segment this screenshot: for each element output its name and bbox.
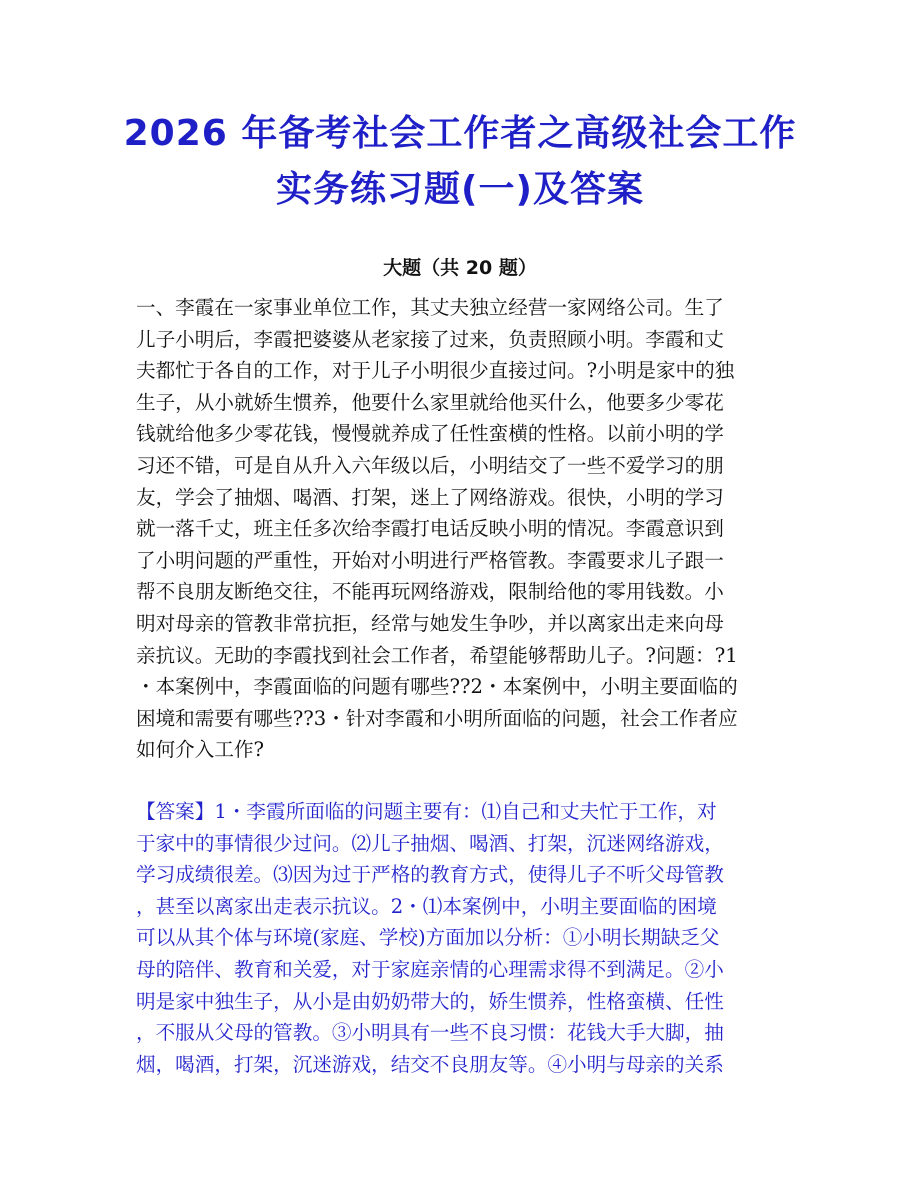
question-paragraph bbox=[136, 292, 796, 766]
section-heading: 大题（共 20 题） bbox=[383, 257, 537, 279]
question-line: 就一落千丈，班主任多次给李霞打电话反映小明的情况。李霞意识到 bbox=[136, 517, 724, 541]
answer-line: 明是家中独生子，从小是由奶奶带大的，娇生惯养，性格蛮横、任性 bbox=[136, 989, 724, 1013]
question-line: 儿子小明后，李霞把婆婆从老家接了过来，负责照顾小明。李霞和丈 bbox=[136, 327, 724, 351]
answer-line: 【答案】1・李霞所面临的问题主要有：⑴自己和丈夫忙于工作，对 bbox=[136, 800, 717, 823]
question-line: 夫都忙于各自的工作，对于儿子小明很少直接过问。?小明是家中的独 bbox=[136, 359, 735, 383]
question-line: 帮不良朋友断绝交往，不能再玩网络游戏，限制给他的零用钱数。小 bbox=[136, 580, 724, 604]
answer-paragraph bbox=[136, 796, 796, 1080]
answer-line: 于家中的事情很少过问。⑵儿子抽烟、喝酒、打架，沉迷网络游戏， bbox=[136, 831, 724, 855]
question-line: 明对母亲的管教非常抗拒，经常与她发生争吵，并以离家出走来向母 bbox=[136, 611, 724, 635]
document-title-line-2: 实务练习题(一)及答案 bbox=[276, 169, 644, 210]
question-line: 亲抗议。无助的李霞找到社会工作者，希望能够帮助儿子。?问题：?1 bbox=[136, 643, 738, 667]
question-line: 一、李霞在一家事业单位工作，其丈夫独立经营一家网络公司。生了 bbox=[136, 296, 724, 319]
answer-line: 母的陪伴、教育和关爱，对于家庭亲情的心理需求得不到满足。②小 bbox=[136, 957, 724, 981]
answer-line: ，甚至以离家出走表示抗议。2・⑴本案例中，小明主要面临的困境 bbox=[136, 894, 717, 918]
question-line: 钱就给他多少零花钱，慢慢就养成了任性蛮横的性格。以前小明的学 bbox=[136, 422, 724, 446]
document-title-line-1: 2026 年备考社会工作者之高级社会工作 bbox=[123, 113, 797, 154]
question-line: 困境和需要有哪些??3・针对李霞和小明所面临的问题，社会工作者应 bbox=[136, 706, 738, 730]
question-line: 习还不错，可是自从升入六年级以后，小明结交了一些不爱学习的朋 bbox=[136, 453, 724, 477]
question-line: ・本案例中，李霞面临的问题有哪些??2・本案例中，小明主要面临的 bbox=[136, 675, 738, 699]
answer-line: 烟，喝酒，打架，沉迷游戏，结交不良朋友等。④小明与母亲的关系 bbox=[136, 1052, 724, 1076]
answer-line: ，不服从父母的管教。③小明具有一些不良习惯：花钱大手大脚，抽 bbox=[136, 1021, 724, 1045]
question-line: 如何介入工作? bbox=[136, 738, 265, 762]
answer-line: 可以从其个体与环境(家庭、学校)方面加以分析：①小明长期缺乏父 bbox=[136, 926, 720, 950]
question-line: 友，学会了抽烟、喝酒、打架，迷上了网络游戏。很快，小明的学习 bbox=[136, 485, 724, 509]
answer-line: 学习成绩很差。⑶因为过于严格的教育方式，使得儿子不听父母管教 bbox=[136, 863, 724, 887]
question-line: 了小明问题的严重性，开始对小明进行严格管教。李霞要求儿子跟一 bbox=[136, 548, 724, 572]
question-line: 生子，从小就娇生惯养，他要什么家里就给他买什么，他要多少零花 bbox=[136, 390, 724, 414]
